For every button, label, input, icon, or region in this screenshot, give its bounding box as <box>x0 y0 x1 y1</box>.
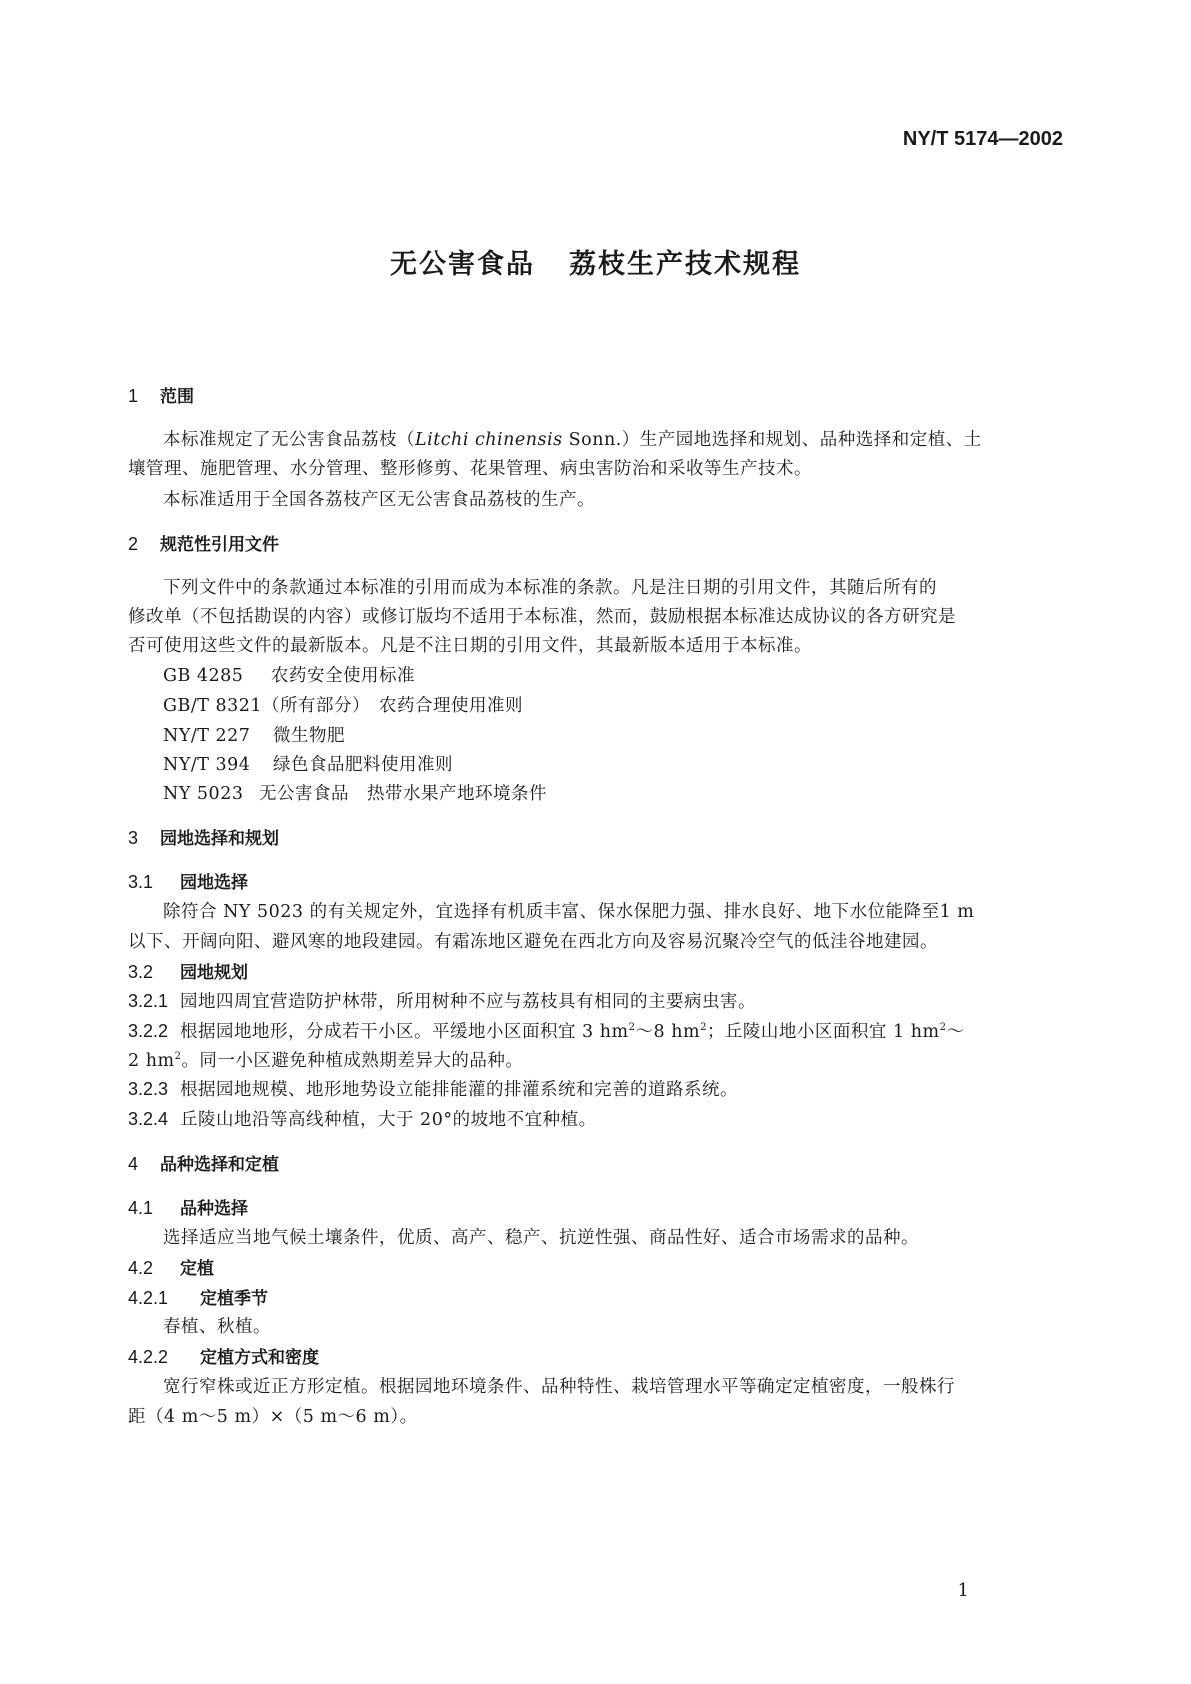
section-1-para-1-cont: 壤管理、施肥管理、水分管理、整形修剪、花果管理、病虫害防治和采收等生产技术。 <box>128 459 812 479</box>
subsection-4-2-1-text: 春植、秋植。 <box>163 1317 271 1337</box>
subsection-4-1-text: 选择适应当地气候土壤条件，优质、高产、稳产、抗逆性强、商品性好、适合市场需求的品种。 <box>163 1228 919 1248</box>
page-number: 1 <box>957 1580 969 1601</box>
reference-item: GB/T 8321（所有部分） 农药合理使用准则 <box>163 696 523 716</box>
subsection-3-2-heading: 3.2 园地规划 <box>128 962 248 983</box>
subsection-4-2-2-heading: 4.2.2 定植方式和密度 <box>128 1347 319 1368</box>
section-1-para-1: 本标准规定了无公害食品荔枝（Litchi chinensis Sonn.）生产园地选择和规划、品种选择和定植、土 <box>163 430 982 450</box>
section-1-heading: 1 范围 <box>128 386 194 407</box>
reference-item: GB 4285 农药安全使用标准 <box>163 666 415 686</box>
title-part-2: 荔枝生产技术规程 <box>569 249 801 280</box>
subsection-3-1-line-1: 除符合 NY 5023 的有关规定外，宜选择有机质丰富、保水保肥力强、排水良好、地下水位能降至1 m <box>163 902 975 922</box>
reference-item: NY 5023 无公害食品 热带水果产地环境条件 <box>163 784 547 804</box>
subsection-4-2-2-line-1: 宽行窄株或近正方形定植。根据园地环境条件、品种特性、栽培管理水平等确定定植密度，一般株行 <box>163 1377 955 1397</box>
subsection-4-1-heading: 4.1 品种选择 <box>128 1198 248 1219</box>
title-part-1: 无公害食品 <box>390 249 535 280</box>
clause-3-2-1: 3.2.1 园地四周宜营造防护林带，所用树种不应与荔枝具有相同的主要病虫害。 <box>128 991 756 1012</box>
clause-3-2-3: 3.2.3 根据园地规模、地形地势设立能排能灌的排灌系统和完善的道路系统。 <box>128 1079 738 1100</box>
section-2-para-line-1: 下列文件中的条款通过本标准的引用而成为本标准的条款。凡是注日期的引用文件，其随后所有的 <box>163 578 937 598</box>
clause-3-2-2-cont: 2 $hm^2$。同一小区避免种植成熟期差异大的品种。 <box>128 1051 524 1071</box>
subsection-3-1-line-2: 以下、开阔向阳、避风寒的地段建园。有霜冻地区避免在西北方向及容易沉聚冷空气的低洼谷地建园。 <box>128 932 938 952</box>
reference-item: NY/T 394 绿色食品肥料使用准则 <box>163 755 453 775</box>
reference-item: NY/T 227 微生物肥 <box>163 726 345 746</box>
page-title <box>0 242 1191 281</box>
section-1-para-2: 本标准适用于全国各荔枝产区无公害食品荔枝的生产。 <box>163 490 595 510</box>
subsection-3-1-heading: 3.1 园地选择 <box>128 872 248 893</box>
section-3-heading: 3 园地选择和规划 <box>128 828 279 849</box>
subsection-4-2-heading: 4.2 定植 <box>128 1258 214 1279</box>
section-2-para-line-2: 修改单（不包括勘误的内容）或修订版均不适用于本标准，然而，鼓励根据本标准达成协议的各方研究是 <box>128 607 956 627</box>
section-4-heading: 4 品种选择和定植 <box>128 1154 279 1175</box>
clause-3-2-4: 3.2.4 丘陵山地沿等高线种植，大于 20°的坡地不宜种植。 <box>128 1109 597 1130</box>
subsection-4-2-1-heading: 4.2.1 定植季节 <box>128 1288 268 1309</box>
standard-number: NY/T 5174—2002 <box>902 128 1063 150</box>
subsection-4-2-2-line-2: 距（4 m～5 m）×（5 m～6 m）。 <box>128 1407 418 1427</box>
section-2-para-line-3: 否可使用这些文件的最新版本。凡是不注日期的引用文件，其最新版本适用于本标准。 <box>128 636 812 656</box>
clause-3-2-2: 3.2.2 根据园地地形，分成若干小区。平缓地小区面积宜 3 $hm^2\sim 8$ $hm^2$；丘陵山地小区面积宜 1 $hm^2\sim$ <box>128 1021 965 1042</box>
section-2-heading: 2 规范性引用文件 <box>128 534 279 555</box>
